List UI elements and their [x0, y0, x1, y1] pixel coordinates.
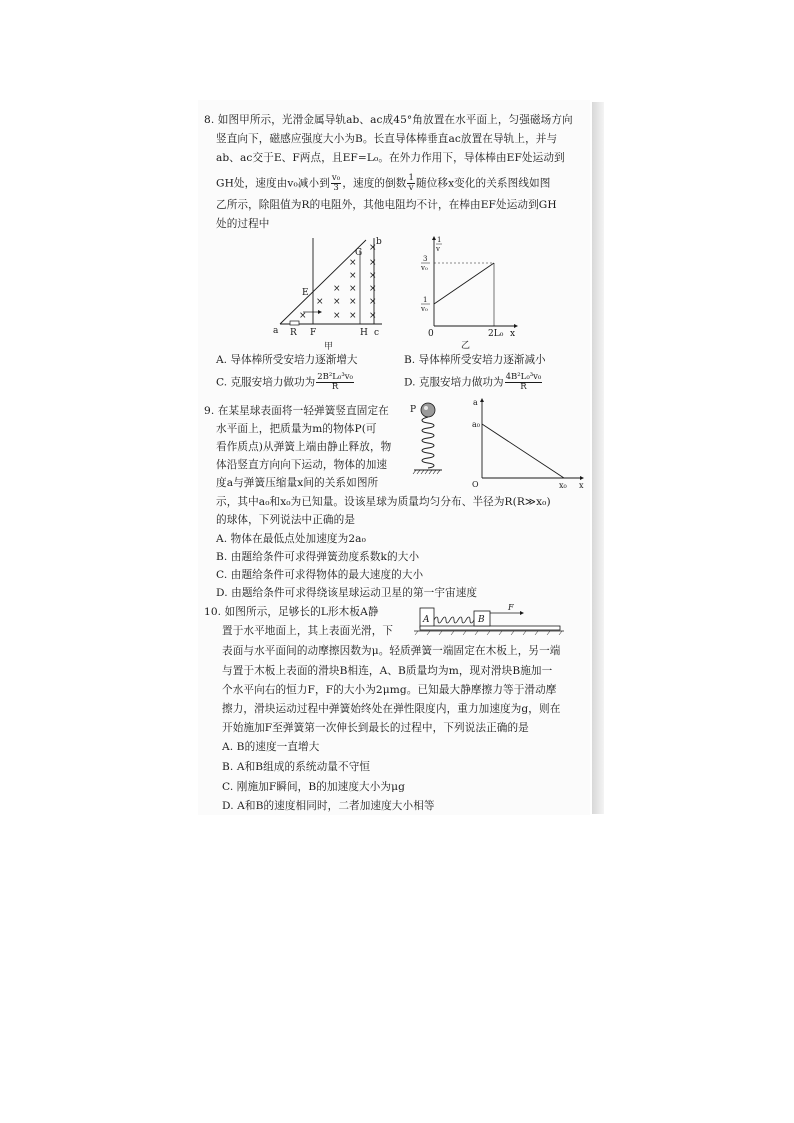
svg-text:×: × — [349, 284, 357, 294]
caption-jia: 甲 — [324, 342, 334, 350]
q9-option-b: B. 由题给条件可求得弹簧劲度系数k的大小 — [216, 551, 420, 563]
svg-text:×: × — [333, 297, 341, 307]
q10-option-d: D. A和B的速度相同时，二者加速度大小相等 — [222, 800, 435, 812]
magnetic-field-crosses — [299, 243, 377, 321]
label-R: R — [290, 328, 297, 338]
q10-line-2: 置于水平地面上，其上表面光滑，下 — [222, 625, 394, 637]
q9-line-1: 9. 在某星球表面将一轻弹簧竖直固定在 — [204, 405, 389, 417]
svg-text:×: × — [369, 258, 377, 268]
svg-text:×: × — [333, 284, 341, 294]
q9-ax-graph — [470, 396, 590, 490]
svg-text:×: × — [369, 297, 377, 307]
svg-text:×: × — [369, 311, 377, 321]
q8-option-d: D. 克服安培力做功为 $\frac{\text{4B²L₀³v₀}}{R}$ — [404, 372, 542, 392]
svg-text:×: × — [349, 311, 357, 321]
y-label-den: v — [436, 245, 440, 253]
q8-line-4-a: GH处，速度由v₀减小到 — [216, 177, 330, 190]
label-E: E — [302, 288, 309, 298]
label-A: A — [423, 615, 430, 625]
q8-option-c: C. 克服安培力做功为 $\frac{\text{2B²L₀³v₀}}{R}$ — [216, 372, 353, 392]
svg-text:×: × — [349, 297, 357, 307]
q8-line-4-b: ，速度的倒数 — [342, 177, 407, 190]
q10-line-4: 与置于木板上表面的滑块B相连，A、B质量均为m，现对滑块B施加一 — [222, 665, 553, 677]
x-label: x — [510, 329, 516, 339]
svg-text:×: × — [369, 271, 377, 281]
q8-line-2: 竖直向下，磁感应强度大小为B。长直导体棒垂直ac放置在导轨上，并与 — [216, 133, 558, 145]
svg-text:×: × — [369, 284, 377, 294]
q10-line-6: 擦力，滑块运动过程中弹簧始终处在弹性限度内，重力加速度为g，则在 — [222, 703, 561, 715]
x-tick-2L0: 2L₀ — [488, 329, 504, 339]
q9-line-7: 的球体，下列说法中正确的是 — [216, 514, 356, 526]
q10-option-a: A. B的速度一直增大 — [222, 741, 320, 753]
q8-line-6: 处的过程中 — [216, 218, 270, 230]
q10-line-5: 个水平向右的恒力F，F的大小为2μmg。已知最大静摩擦力等于滑动摩 — [222, 684, 557, 696]
label-a: a — [273, 326, 279, 336]
tick-bot-num: 1 — [423, 296, 428, 304]
tick-top-den: v₀ — [421, 264, 428, 272]
svg-text:×: × — [349, 258, 357, 268]
q10-option-b: B. A和B组成的系统动量不守恒 — [222, 761, 371, 773]
page-shadow — [592, 102, 604, 814]
q9-option-c: C. 由题给条件可求得物体的最大速度的大小 — [216, 569, 424, 581]
q8-figure-yi — [414, 232, 522, 350]
y-label-num: 1 — [437, 236, 442, 244]
svg-text:×: × — [369, 243, 377, 253]
q9-line-6: 示，其中a₀和x₀为已知量。设该星球为质量均匀分布、半径为R(R≫x₀) — [216, 496, 551, 508]
origin-O: O — [472, 480, 479, 489]
q10-line-7: 开始施加F至弹簧第一次伸长到最长的过程中，下列说法正确的是 — [222, 722, 529, 734]
q8-option-a: A. 导体棒所受安培力逐渐增大 — [216, 354, 358, 366]
y-label-a: a — [473, 398, 478, 407]
q10-board-figure — [414, 600, 564, 636]
q10-line-3: 表面与水平面间的动摩擦因数为μ。轻质弹簧一端固定在木板上，另一端 — [222, 645, 561, 657]
q9-spring-figure — [408, 396, 442, 482]
svg-text:×: × — [316, 297, 324, 307]
x-tick-x0: x₀ — [559, 481, 567, 490]
y-tick-a0: a₀ — [472, 420, 480, 429]
label-H: H — [360, 328, 368, 338]
q8-line-4-c: 随位移x变化的关系图线如图 — [416, 177, 551, 190]
q8-line-1: 8. 如图甲所示，光滑金属导轨ab、ac成45°角放置在水平面上，匀强磁场方向 — [204, 114, 573, 126]
label-P: P — [410, 405, 417, 415]
label-B: B — [478, 615, 485, 625]
label-c: c — [374, 328, 380, 338]
tick-bot-den: v₀ — [421, 305, 428, 313]
svg-text:×: × — [333, 311, 341, 321]
q9-line-2: 水平面上，把质量为m的物体P(可 — [216, 423, 377, 435]
q9-option-d: D. 由题给条件可求得绕该星球运动卫星的第一宇宙速度 — [216, 587, 478, 599]
q8-line-4-frac: $\frac{\text{v₀}}{3}$ — [331, 173, 341, 193]
x-label-x: x — [579, 481, 584, 490]
q9-line-5: 度a与弹簧压缩量x间的关系如图所 — [216, 477, 379, 489]
label-b: b — [376, 237, 382, 247]
q8-line-4 — [216, 174, 550, 193]
caption-yi: 乙 — [461, 341, 471, 350]
q8-figure-jia — [270, 234, 390, 350]
q9-line-4: 体沿竖直方向向下运动，物体的加速 — [216, 459, 388, 471]
origin-0: 0 — [428, 329, 434, 339]
q8-line-3: ab、ac交于E、F两点，且EF=L₀。在外力作用下，导体棒由EF处运动到 — [216, 152, 565, 164]
q9-line-3: 看作质点)从弹簧上端由静止释放，物 — [216, 441, 392, 453]
q8-line-5: 乙所示，除阻值为R的电阻外，其他电阻均不计，在棒由EF处运动到GH — [216, 199, 557, 211]
q10-line-1: 10. 如图所示，足够长的L形木板A静 — [204, 606, 379, 618]
q9-option-a: A. 物体在最低点处加速度为2a₀ — [216, 533, 366, 545]
tick-top-num: 3 — [423, 255, 428, 263]
q8-option-b: B. 导体棒所受安培力逐渐减小 — [404, 354, 546, 366]
label-G: G — [355, 248, 363, 258]
label-F: F — [508, 603, 514, 612]
q8-line-4-frac2: $\frac{1}{v}$ — [408, 173, 414, 193]
svg-text:×: × — [299, 311, 307, 321]
label-F: F — [310, 328, 317, 338]
q10-option-c: C. 刚施加F瞬间，B的加速度大小为μg — [222, 781, 405, 793]
svg-text:×: × — [349, 271, 357, 281]
